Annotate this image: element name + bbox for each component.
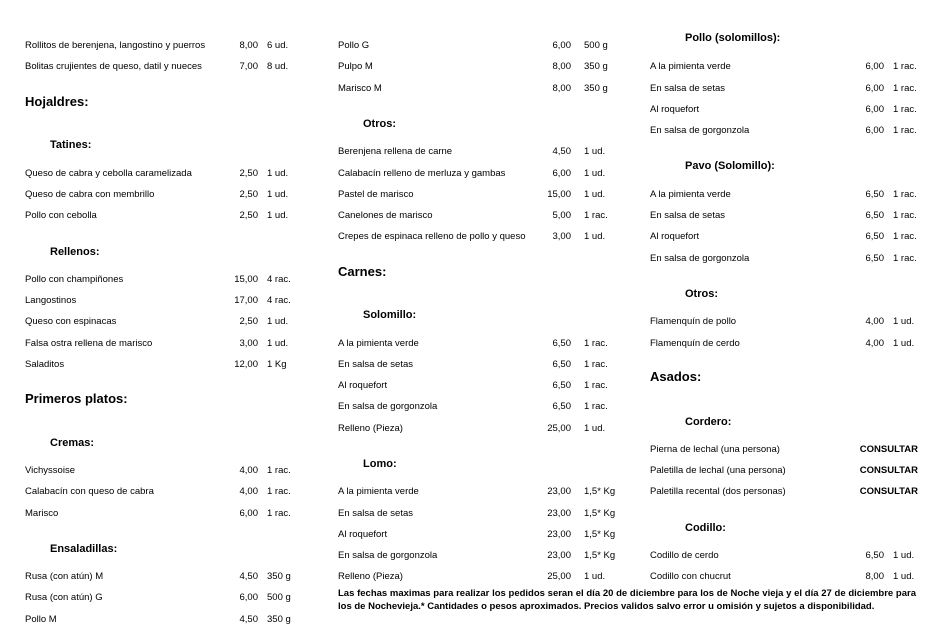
- item-price: 23,00: [547, 550, 571, 561]
- item-price: 8,00: [865, 571, 884, 582]
- item-unit: 1 rac.: [584, 359, 608, 370]
- item-price: 4,00: [239, 486, 258, 497]
- item-name: Paletilla de lechal (una persona): [650, 465, 786, 476]
- section-heading: Hojaldres:: [25, 94, 89, 109]
- item-name: Marisco M: [338, 83, 382, 94]
- item-price: 6,00: [552, 40, 571, 51]
- item-name: Pollo G: [338, 40, 370, 51]
- subsection-heading: Pollo (solomillos):: [685, 32, 781, 44]
- menu-item: [25, 358, 295, 372]
- item-unit: 1 ud.: [584, 423, 606, 434]
- item-name: Falsa ostra rellena de marisco: [25, 338, 153, 349]
- item-unit: 1 ud.: [584, 168, 606, 179]
- menu-item: [25, 485, 295, 499]
- item-name: Relleno (Pieza): [338, 423, 403, 434]
- item-price: 6,50: [865, 550, 884, 561]
- menu-item: [338, 167, 608, 181]
- menu-item: [650, 209, 918, 223]
- item-name: Saladitos: [25, 359, 65, 370]
- item-name: En salsa de gorgonzola: [650, 253, 750, 264]
- menu-item: [25, 337, 295, 351]
- item-price: 5,00: [552, 210, 571, 221]
- item-name: Berenjena rellena de carne: [338, 146, 453, 157]
- item-name: Calabacín relleno de merluza y gambas: [338, 168, 506, 179]
- item-price: 6,50: [865, 253, 884, 264]
- item-unit: 1 ud.: [267, 338, 289, 349]
- menu-item: [338, 507, 616, 521]
- item-price: 6,50: [865, 189, 884, 200]
- subsection-heading: Cordero:: [685, 416, 732, 428]
- item-unit: 1 rac.: [584, 210, 608, 221]
- menu-item: [338, 570, 608, 584]
- item-unit: 1 rac.: [584, 380, 608, 391]
- item-unit: 4 rac.: [267, 274, 291, 285]
- item-price: 4,00: [865, 338, 884, 349]
- item-name: Relleno (Pieza): [338, 571, 403, 582]
- item-name: Pollo con champiñones: [25, 274, 124, 285]
- item-unit: 1 rac.: [267, 465, 291, 476]
- item-name: Canelones de marisco: [338, 210, 433, 221]
- menu-item: [338, 82, 608, 96]
- item-name: En salsa de setas: [338, 359, 413, 370]
- item-name: Queso de cabra y cebolla caramelizada: [25, 168, 192, 179]
- item-price: 4,00: [239, 465, 258, 476]
- order-deadline-note: Las fechas maximas para realizar los pedidos seran el día 20 de diciembre para los de Noche vieja y el día 27 de diciembre para los de Nochevieja.* Cantidades o pesos aproximados. Precios validos salvo error u omisión y sujetos a disponibilidad.: [338, 588, 916, 612]
- item-name: Rollitos de berenjena, langostino y puerros: [25, 40, 206, 51]
- menu-item: [650, 464, 918, 478]
- item-price: 6,50: [552, 338, 571, 349]
- menu-item: [338, 400, 608, 414]
- item-price: 6,50: [865, 231, 884, 242]
- menu-item: [25, 294, 295, 308]
- item-name: Queso con espinacas: [25, 316, 117, 327]
- menu-item: [338, 145, 608, 159]
- menu-item: [25, 507, 295, 521]
- menu-item: [650, 443, 918, 457]
- menu-item: [25, 209, 295, 223]
- menu-item: [650, 315, 918, 329]
- section-heading: Carnes:: [338, 264, 387, 279]
- item-price: 6,00: [865, 125, 884, 136]
- item-price: 2,50: [239, 189, 258, 200]
- item-unit: 1 rac.: [584, 338, 608, 349]
- item-price: 15,00: [547, 189, 571, 200]
- item-unit: 1 ud.: [267, 168, 289, 179]
- menu-item: [650, 103, 918, 117]
- menu-item: [338, 485, 616, 499]
- item-unit: 1 ud.: [893, 316, 915, 327]
- item-name: Pierna de lechal (una persona): [650, 444, 780, 455]
- menu-item: [338, 422, 608, 436]
- item-unit: 1 ud.: [893, 571, 915, 582]
- item-name: Vichyssoise: [25, 465, 75, 476]
- item-unit: 1 ud.: [267, 316, 289, 327]
- item-name: En salsa de setas: [650, 83, 725, 94]
- item-unit: 1 ud.: [584, 231, 606, 242]
- item-name: Al roquefort: [650, 231, 700, 242]
- menu-item: [338, 358, 608, 372]
- item-name: Pulpo M: [338, 61, 373, 72]
- item-name: Marisco: [25, 508, 59, 519]
- item-unit: 1,5* Kg: [584, 486, 616, 497]
- item-price: 7,00: [239, 61, 258, 72]
- item-unit: 1,5* Kg: [584, 529, 616, 540]
- item-price: 6,50: [552, 380, 571, 391]
- item-price: 4,50: [239, 571, 258, 582]
- item-price: 6,00: [865, 83, 884, 94]
- item-price: 25,00: [547, 423, 571, 434]
- item-name: Queso de cabra con membrillo: [25, 189, 155, 200]
- menu-item: [650, 230, 918, 244]
- item-price: 6,00: [865, 104, 884, 115]
- item-price: 6,00: [239, 592, 258, 603]
- item-name: Al roquefort: [650, 104, 700, 115]
- item-name: Paletilla recental (dos personas): [650, 486, 786, 497]
- item-unit: 6 ud.: [267, 40, 289, 51]
- item-name: Crepes de espinaca relleno de pollo y queso: [338, 231, 526, 242]
- item-unit: 350 g: [584, 61, 608, 72]
- item-unit: 1 rac.: [584, 401, 608, 412]
- item-unit: 1 rac.: [893, 125, 917, 136]
- item-price: 23,00: [547, 529, 571, 540]
- menu-item: [650, 82, 918, 96]
- item-price: 2,50: [239, 210, 258, 221]
- menu-item: [25, 60, 295, 74]
- subsection-heading: Cremas:: [50, 437, 95, 449]
- item-price: 2,50: [239, 168, 258, 179]
- item-name: Pollo con cebolla: [25, 210, 97, 221]
- menu-item: [25, 273, 295, 287]
- menu-item: [338, 549, 616, 563]
- item-price: 6,00: [865, 61, 884, 72]
- item-price: 6,50: [552, 359, 571, 370]
- menu-item: [25, 167, 295, 181]
- item-unit: 1 ud.: [267, 210, 289, 221]
- item-name: En salsa de gorgonzola: [338, 401, 438, 412]
- menu-item: [338, 337, 608, 351]
- item-unit: 1 ud.: [584, 146, 606, 157]
- item-name: Flamenquín de pollo: [650, 316, 737, 327]
- menu-item: [25, 188, 295, 202]
- item-name: Pollo M: [25, 614, 57, 625]
- menu-item: [338, 39, 608, 53]
- item-price: 8,00: [552, 61, 571, 72]
- menu-item: [25, 570, 295, 584]
- menu-item: [650, 337, 918, 351]
- item-price: CONSULTAR: [859, 465, 918, 476]
- menu-item: [650, 570, 918, 584]
- item-price: 4,50: [239, 614, 258, 625]
- item-name: Pastel de marisco: [338, 189, 414, 200]
- item-unit: 1 rac.: [267, 486, 291, 497]
- item-price: 2,50: [239, 316, 258, 327]
- subsection-heading: Otros:: [685, 288, 718, 300]
- subsection-heading: Pavo (Solomillo):: [685, 160, 775, 172]
- menu-item: [338, 209, 608, 223]
- item-unit: 1 ud.: [267, 189, 289, 200]
- menu-item: [650, 60, 918, 74]
- item-unit: 1 rac.: [893, 253, 917, 264]
- item-price: 6,50: [552, 401, 571, 412]
- item-name: A la pimienta verde: [338, 486, 419, 497]
- menu-item: [338, 230, 608, 244]
- item-name: En salsa de setas: [338, 508, 413, 519]
- item-price: 25,00: [547, 571, 571, 582]
- item-price: 8,00: [552, 83, 571, 94]
- item-unit: 1 rac.: [893, 61, 917, 72]
- item-unit: 1 rac.: [893, 231, 917, 242]
- menu-item: [25, 613, 295, 627]
- section-heading: Primeros platos:: [25, 391, 128, 406]
- subsection-heading: Codillo:: [685, 522, 726, 534]
- item-unit: 1 ud.: [893, 338, 915, 349]
- item-unit: 1 Kg: [267, 359, 287, 370]
- item-name: Bolitas crujientes de queso, datil y nueces: [25, 61, 202, 72]
- item-price: CONSULTAR: [859, 444, 918, 455]
- menu-item: [338, 60, 608, 74]
- item-unit: 1 rac.: [267, 508, 291, 519]
- item-name: En salsa de gorgonzola: [650, 125, 750, 136]
- item-unit: 1 ud.: [893, 550, 915, 561]
- item-name: Rusa (con atún) M: [25, 571, 104, 582]
- item-unit: 1 rac.: [893, 83, 917, 94]
- item-name: En salsa de setas: [650, 210, 725, 221]
- menu-item: [338, 188, 608, 202]
- item-price: 17,00: [234, 295, 258, 306]
- item-unit: 1 rac.: [893, 104, 917, 115]
- item-unit: 1 ud.: [584, 571, 606, 582]
- item-unit: 500 g: [584, 40, 608, 51]
- item-price: 12,00: [234, 359, 258, 370]
- menu-item: [650, 485, 918, 499]
- item-name: Al roquefort: [338, 529, 388, 540]
- menu-item: [25, 591, 295, 605]
- item-unit: 1 rac.: [893, 189, 917, 200]
- item-price: 8,00: [239, 40, 258, 51]
- item-price: 6,50: [865, 210, 884, 221]
- item-unit: 500 g: [267, 592, 291, 603]
- subsection-heading: Solomillo:: [363, 309, 417, 321]
- subsection-heading: Ensaladillas:: [50, 543, 118, 555]
- item-name: Flamenquín de cerdo: [650, 338, 740, 349]
- item-name: Calabacín con queso de cabra: [25, 486, 154, 497]
- item-unit: 1 ud.: [584, 189, 606, 200]
- item-name: Rusa (con atún) G: [25, 592, 103, 603]
- item-price: CONSULTAR: [859, 486, 918, 497]
- item-unit: 350 g: [584, 83, 608, 94]
- item-price: 23,00: [547, 486, 571, 497]
- menu-item: [650, 124, 918, 138]
- item-unit: 1 rac.: [893, 210, 917, 221]
- item-name: Codillo con chucrut: [650, 571, 731, 582]
- item-price: 4,50: [552, 146, 571, 157]
- item-price: 15,00: [234, 274, 258, 285]
- menu-item: [650, 252, 918, 266]
- item-price: 23,00: [547, 508, 571, 519]
- item-unit: 1,5* Kg: [584, 508, 616, 519]
- menu-item: [650, 188, 918, 202]
- menu-item: [338, 528, 616, 542]
- item-name: En salsa de gorgonzola: [338, 550, 438, 561]
- subsection-heading: Rellenos:: [50, 246, 100, 258]
- item-unit: 4 rac.: [267, 295, 291, 306]
- item-price: 3,00: [239, 338, 258, 349]
- item-name: A la pimienta verde: [650, 189, 731, 200]
- item-price: 3,00: [552, 231, 571, 242]
- item-name: Langostinos: [25, 295, 77, 306]
- menu-item: [25, 39, 295, 53]
- section-heading: Asados:: [650, 369, 702, 384]
- menu-item: [25, 464, 295, 478]
- item-unit: 350 g: [267, 571, 291, 582]
- item-name: A la pimienta verde: [338, 338, 419, 349]
- subsection-heading: Tatines:: [50, 139, 92, 151]
- item-price: 6,00: [552, 168, 571, 179]
- subsection-heading: Lomo:: [363, 458, 397, 470]
- subsection-heading: Otros:: [363, 118, 396, 130]
- item-name: Codillo de cerdo: [650, 550, 719, 561]
- menu-item: [25, 315, 295, 329]
- menu-item: [650, 549, 918, 563]
- item-price: 4,00: [865, 316, 884, 327]
- item-name: A la pimienta verde: [650, 61, 731, 72]
- menu-item: [338, 379, 608, 393]
- item-unit: 8 ud.: [267, 61, 289, 72]
- item-unit: 350 g: [267, 614, 291, 625]
- item-price: 6,00: [239, 508, 258, 519]
- item-name: Al roquefort: [338, 380, 388, 391]
- item-unit: 1,5* Kg: [584, 550, 616, 561]
